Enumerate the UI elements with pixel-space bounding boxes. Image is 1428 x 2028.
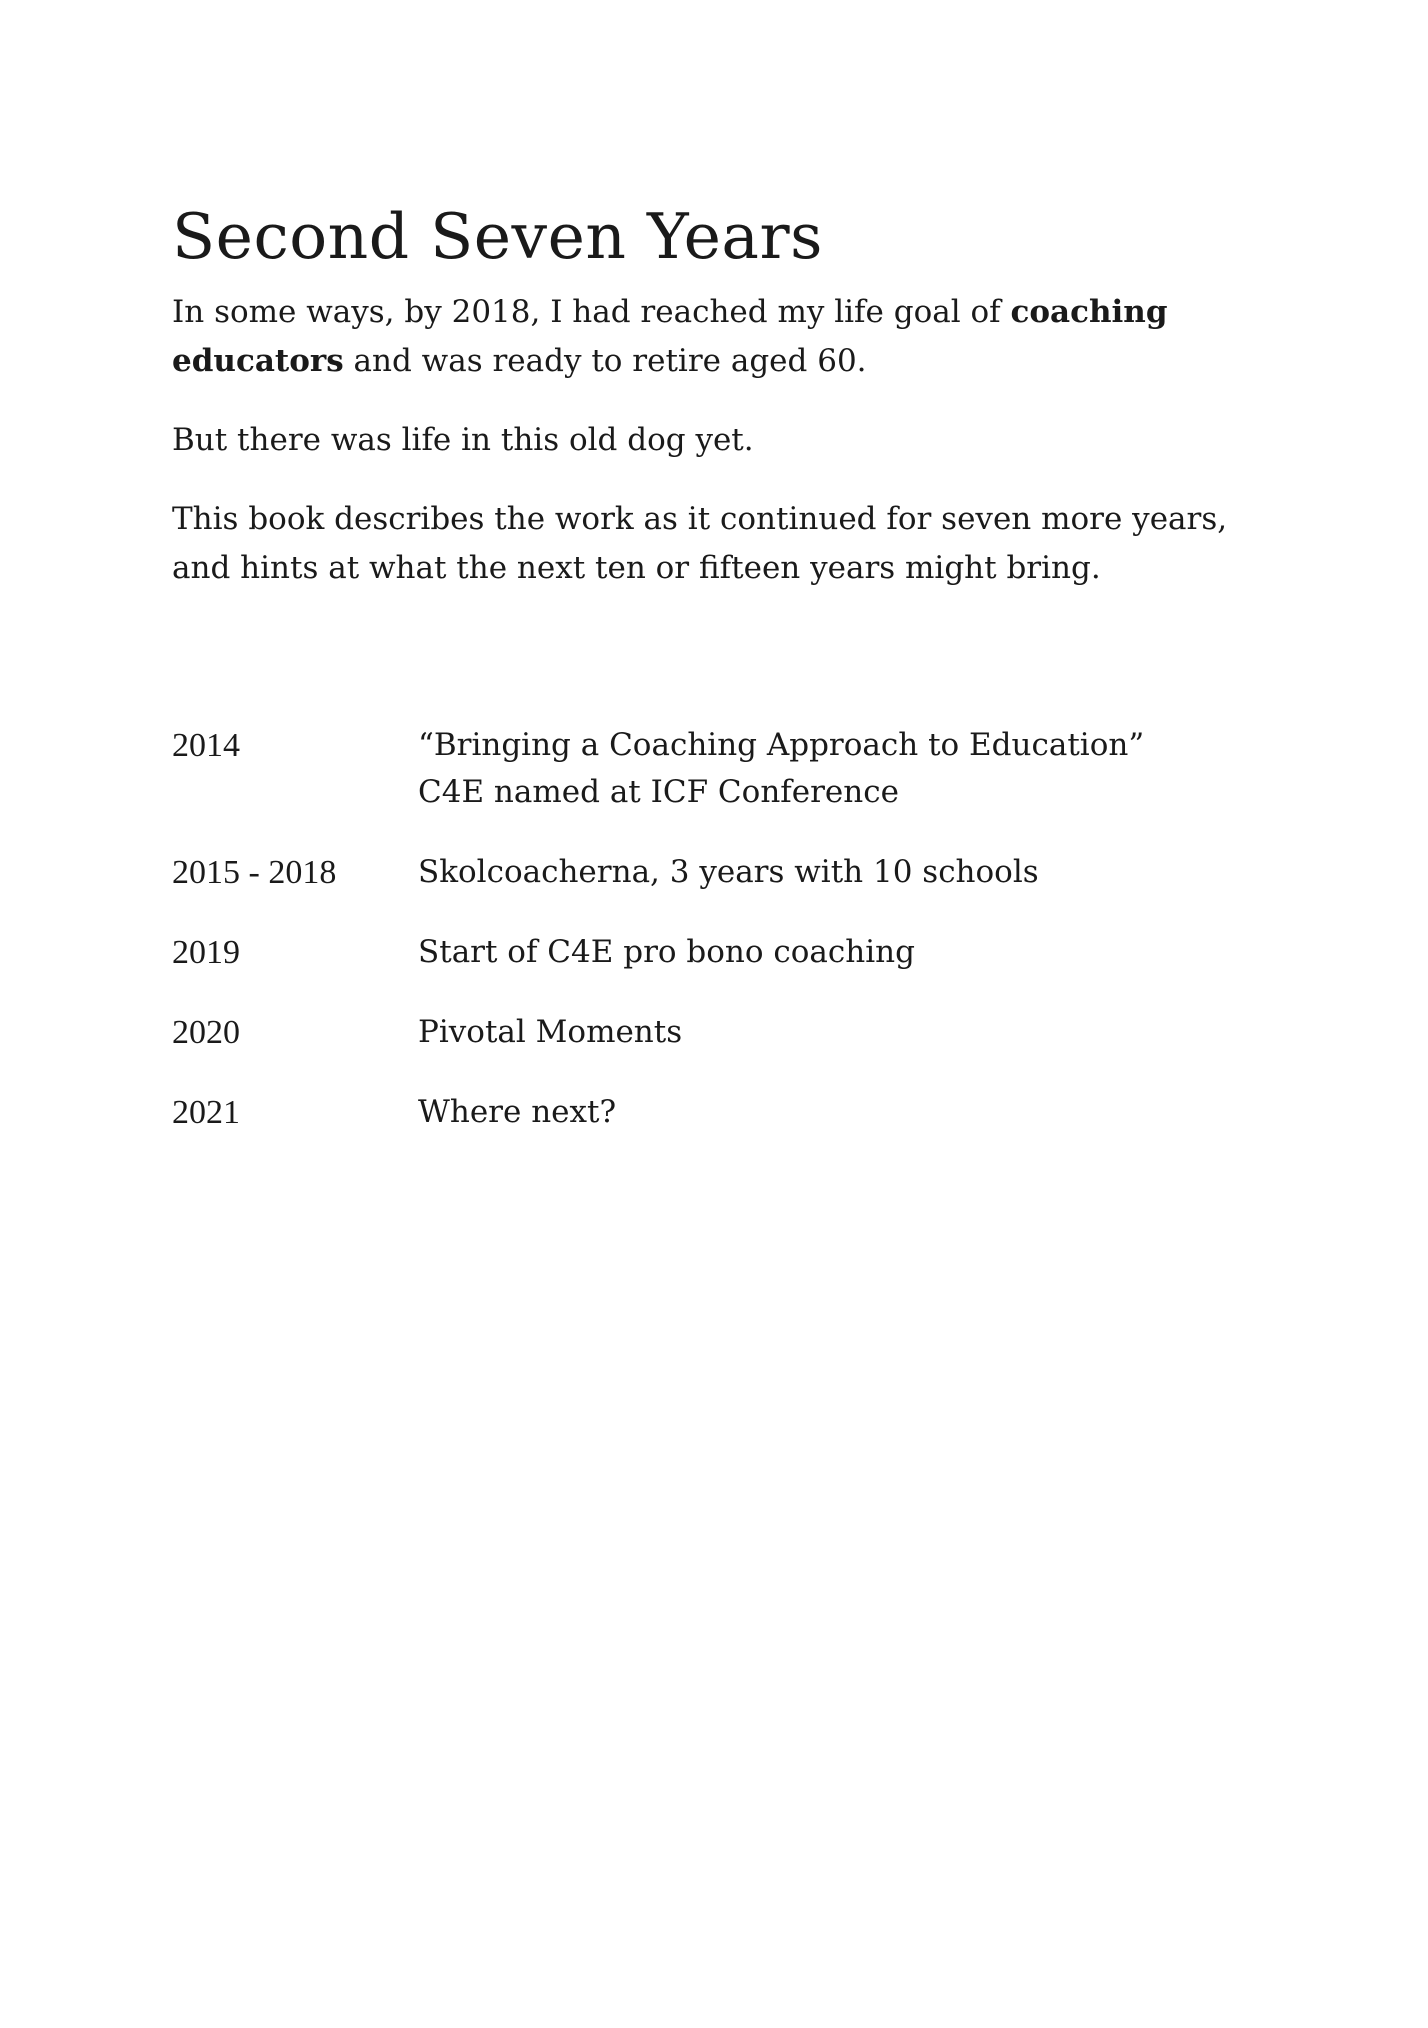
intro-paragraph-1-end: and was ready to retire aged 60. [343,343,867,379]
timeline-event [418,849,1272,896]
timeline-row [172,722,1272,816]
intro-paragraph-2: But there was life in this old dog yet. [172,422,754,458]
timeline-row [172,929,1272,976]
timeline-event-line-1: Where next? [418,1094,617,1130]
intro-text [172,288,1272,593]
timeline-event [418,722,1272,816]
timeline-event [418,1089,1272,1136]
timeline-year: 2014 [172,727,240,764]
timeline-event-line-1: Skolcoacherna, 3 years with 10 schools [418,854,1039,890]
timeline-event-line-2: C4E named at ICF Conference [418,774,899,810]
intro-paragraph-1-start: In some ways, by 2018, I had reached my life goal of [172,294,1011,330]
intro-section [172,196,1272,623]
timeline-year: 2020 [172,1014,240,1051]
timeline-year: 2015 - 2018 [172,854,337,891]
timeline-row [172,1089,1272,1136]
timeline-row [172,849,1272,896]
timeline-list [172,722,1272,1169]
timeline-event-line-1: “Bringing a Coaching Approach to Education” [418,727,1145,763]
intro-paragraph-1 [172,288,1272,386]
intro-paragraph-1-bold: coaching educators [172,294,1168,379]
timeline-event-line-1: Start of C4E pro bono coaching [418,934,915,970]
timeline-event [418,929,1272,976]
intro-paragraph-3: This book describes the work as it continued for seven more years, and hints at what the next ten or fifteen years might bring. [172,501,1228,586]
timeline-row [172,1009,1272,1056]
timeline-event-line-1: Pivotal Moments [418,1014,683,1050]
timeline-year: 2021 [172,1094,240,1131]
timeline-event [418,1009,1272,1056]
timeline-year: 2019 [172,934,240,971]
page-title: Second Seven Years [172,200,823,273]
